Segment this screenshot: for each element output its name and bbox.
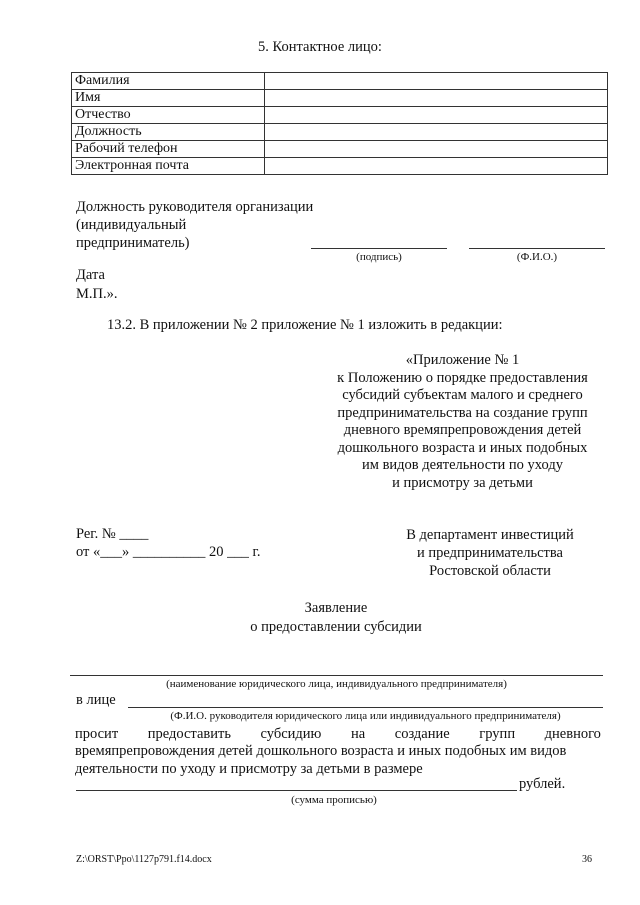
request-line-1 bbox=[75, 726, 601, 743]
row-value-name[interactable] bbox=[265, 90, 608, 107]
in-person-label: в лице bbox=[76, 692, 116, 708]
attachment-line: предпринимательства на создание групп bbox=[337, 404, 588, 421]
attachment-line: и присмотру за детьми bbox=[392, 474, 533, 491]
signature-line[interactable] bbox=[311, 248, 447, 249]
row-value-email[interactable] bbox=[265, 158, 608, 175]
attachment-header bbox=[320, 352, 605, 492]
attachment-line: дошкольного возраста и иных подобных bbox=[337, 439, 588, 456]
request-word: предоставить bbox=[147, 726, 231, 742]
row-value-surname[interactable] bbox=[265, 73, 608, 90]
row-label-name: Имя bbox=[72, 90, 265, 107]
request-word: просит bbox=[75, 726, 119, 742]
entity-name-line[interactable] bbox=[70, 675, 603, 676]
row-label-patronymic: Отчество bbox=[72, 107, 265, 124]
row-value-patronymic[interactable] bbox=[265, 107, 608, 124]
request-word: на bbox=[350, 726, 366, 742]
attachment-line: дневного времяпрепровождения детей bbox=[343, 422, 582, 438]
head-position-line2: (индивидуальный bbox=[76, 217, 187, 233]
attachment-line: «Приложение № 1 bbox=[405, 352, 520, 368]
entity-caption: (наименование юридического лица, индивидуального предпринимателя) bbox=[166, 678, 507, 690]
signature-caption: (подпись) bbox=[356, 251, 402, 263]
row-label-position: Должность bbox=[72, 124, 265, 141]
fio-caption: (Ф.И.О.) bbox=[516, 251, 558, 263]
request-word: создание bbox=[394, 726, 450, 742]
amount-line[interactable] bbox=[76, 790, 517, 791]
head-position-line1: Должность руководителя организации bbox=[76, 199, 314, 215]
request-line-2: времяпрепровождения детей дошкольного возраста и иных подобных им видов bbox=[75, 743, 567, 759]
addressee-line: Ростовской области bbox=[429, 563, 551, 579]
table-row bbox=[72, 158, 608, 175]
footer-file-path: Z:\ORST\Ppo\1127p791.f14.docx bbox=[76, 854, 212, 865]
table-row bbox=[72, 107, 608, 124]
application-subtitle: о предоставлении субсидии bbox=[250, 619, 422, 635]
registration-date: от «___» __________ 20 ___ г. bbox=[76, 544, 261, 560]
row-value-work-phone[interactable] bbox=[265, 141, 608, 158]
attachment-line: субсидий субъектам малого и среднего bbox=[342, 387, 583, 403]
head-caption: (Ф.И.О. руководителя юридического лица или индивидуального предпринимателя) bbox=[170, 710, 561, 722]
request-word: групп bbox=[479, 726, 516, 742]
contact-section-heading: 5. Контактное лицо: bbox=[258, 39, 382, 55]
request-line-3: деятельности по уходу и присмотру за детьми в размере bbox=[75, 761, 423, 777]
head-position-line3: предприниматель) bbox=[76, 235, 190, 251]
row-label-work-phone: Рабочий телефон bbox=[72, 141, 265, 158]
row-label-email: Электронная почта bbox=[72, 158, 265, 175]
amount-caption: (сумма прописью) bbox=[291, 794, 377, 806]
row-value-position[interactable] bbox=[265, 124, 608, 141]
date-label: Дата bbox=[76, 267, 105, 283]
table-row bbox=[72, 141, 608, 158]
registration-number: Рег. № ____ bbox=[76, 526, 149, 542]
addressee-block bbox=[375, 526, 605, 580]
page-number: 36 bbox=[582, 854, 592, 865]
request-word: субсидию bbox=[260, 726, 322, 742]
table-row bbox=[72, 73, 608, 90]
head-name-line[interactable] bbox=[128, 707, 603, 708]
attachment-line: к Положению о порядке предоставления bbox=[337, 369, 588, 386]
attachment-line: им видов деятельности по уходу bbox=[362, 457, 563, 473]
stamp-label: М.П.». bbox=[76, 286, 118, 302]
amendment-clause: 13.2. В приложении № 2 приложение № 1 изложить в редакции: bbox=[107, 317, 503, 333]
fio-line[interactable] bbox=[469, 248, 605, 249]
addressee-line: В департамент инвестиций bbox=[406, 527, 574, 543]
contact-person-table bbox=[71, 72, 608, 175]
addressee-line: и предпринимательства bbox=[417, 545, 563, 561]
table-row bbox=[72, 90, 608, 107]
request-word: дневного bbox=[544, 726, 601, 742]
currency-label: рублей. bbox=[519, 776, 566, 792]
table-row bbox=[72, 124, 608, 141]
application-title: Заявление bbox=[304, 600, 368, 616]
row-label-surname: Фамилия bbox=[72, 73, 265, 90]
